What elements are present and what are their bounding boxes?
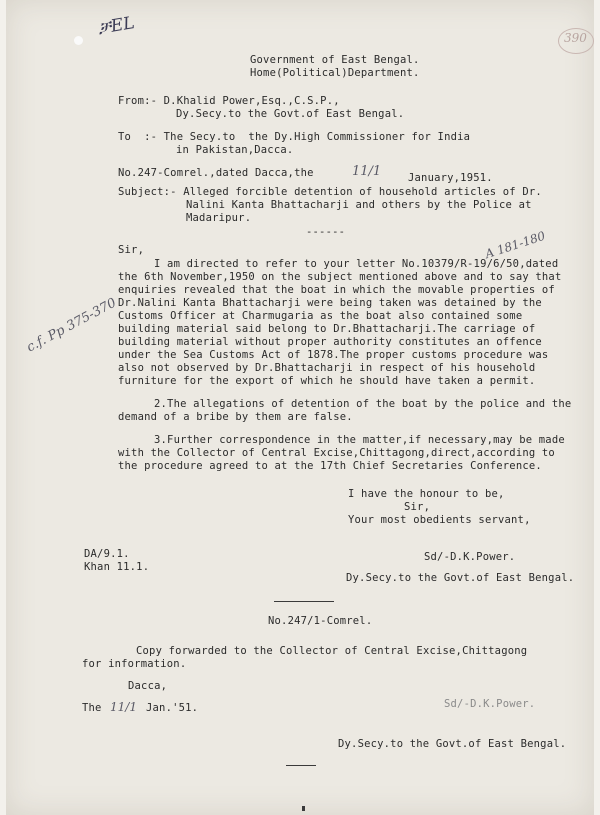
stamp-number: 390: [564, 31, 587, 45]
signature-sd: Sd/-D.K.Power.: [424, 551, 516, 563]
copy-designation: Dy.Secy.to the Govt.of East Bengal.: [338, 738, 567, 750]
subject-line-3: Madaripur.: [186, 212, 252, 224]
copy-signature-sd: Sd/-D.K.Power.: [444, 698, 536, 710]
p2-line: demand of a bribe by them are false.: [118, 411, 353, 423]
header-government: Government of East Bengal.: [250, 54, 420, 66]
closing-sir: Sir,: [404, 501, 431, 513]
footer-mark: [302, 806, 305, 811]
p1-line: also not observed by Dr.Bhattacharji in respect of his household: [118, 362, 536, 374]
closing-honour: I have the honour to be,: [348, 488, 505, 500]
section-rule: [274, 601, 334, 602]
closing-servant: Your most obedients servant,: [348, 514, 531, 526]
reference-number: No.247-Comrel.,dated Dacca,the: [118, 167, 314, 179]
handwritten-ref-margin: A 181-180: [483, 228, 547, 262]
p3-line: with the Collector of Central Excise,Chittagong,direct,according to: [118, 447, 555, 459]
copy-line-1: Copy forwarded to the Collector of Central Excise,Chittagong: [136, 645, 528, 657]
initials-khan: Khan 11.1.: [84, 561, 150, 573]
p3-line: 3.Further correspondence in the matter,if necessary,may be made: [154, 434, 565, 446]
p1-line: Dr.Nalini Kanta Bhattacharji were being taken was detained by the: [118, 297, 542, 309]
salutation: Sir,: [118, 244, 145, 256]
p2-line: 2.The allegations of detention of the boat by the police and the: [154, 398, 572, 410]
from-line-2: Dy.Secy.to the Govt.of East Bengal.: [176, 108, 405, 120]
copy-line-2: for information.: [82, 658, 187, 670]
from-line-1: From:- D.Khalid Power,Esq.,C.S.P.,: [118, 95, 340, 107]
copy-date-hand: 11/1: [110, 700, 137, 714]
to-line-1: To :- The Secy.to the Dy.High Commissioner for India: [118, 131, 471, 143]
signature-designation: Dy.Secy.to the Govt.of East Bengal.: [346, 572, 575, 584]
copy-date-suffix: Jan.'51.: [146, 702, 199, 714]
subject-divider: ------: [306, 226, 346, 238]
copy-place: Dacca,: [128, 680, 168, 692]
document-page: [6, 0, 594, 815]
subject-line-2: Nalini Kanta Bhattacharji and others by the Police at: [186, 199, 532, 211]
copy-number: No.247/1-Comrel.: [268, 615, 373, 627]
header-department: Home(Political)Department.: [250, 67, 420, 79]
to-line-2: in Pakistan,Dacca.: [176, 144, 294, 156]
footer-rule: [286, 765, 316, 766]
subject-line-1: Subject:- Alleged forcible detention of household articles of Dr.: [118, 186, 542, 198]
punch-hole: [74, 36, 83, 45]
reference-date: January,1951.: [408, 172, 493, 184]
handwritten-date: 11/1: [352, 164, 382, 179]
p1-line: building material said belong to Dr.Bhattacharji.The carriage of: [118, 323, 536, 335]
handwritten-left-margin: c.f. Pp 375-370: [24, 295, 119, 356]
p3-line: the procedure agreed to at the 17th Chief Secretaries Conference.: [118, 460, 542, 472]
p1-line: under the Sea Customs Act of 1878.The proper customs procedure was: [118, 349, 549, 361]
handwritten-mark-top-left: ቻEL: [96, 12, 137, 40]
copy-date-prefix: The: [82, 702, 102, 714]
p1-line: the 6th November,1950 on the subject mentioned above and to say that: [118, 271, 562, 283]
p1-line: furniture for the export of which he should have taken a permit.: [118, 375, 536, 387]
p1-line: enquiries revealed that the boat in which the movable properties of: [118, 284, 555, 296]
p1-line: building material without proper authority constitutes an offence: [118, 336, 542, 348]
initials-da: DA/9.1.: [84, 548, 130, 560]
p1-line: Customs Officer at Charmugaria as the boat also contained some: [118, 310, 523, 322]
p1-line: I am directed to refer to your letter No.10379/R-19/6/50,dated: [154, 258, 559, 270]
